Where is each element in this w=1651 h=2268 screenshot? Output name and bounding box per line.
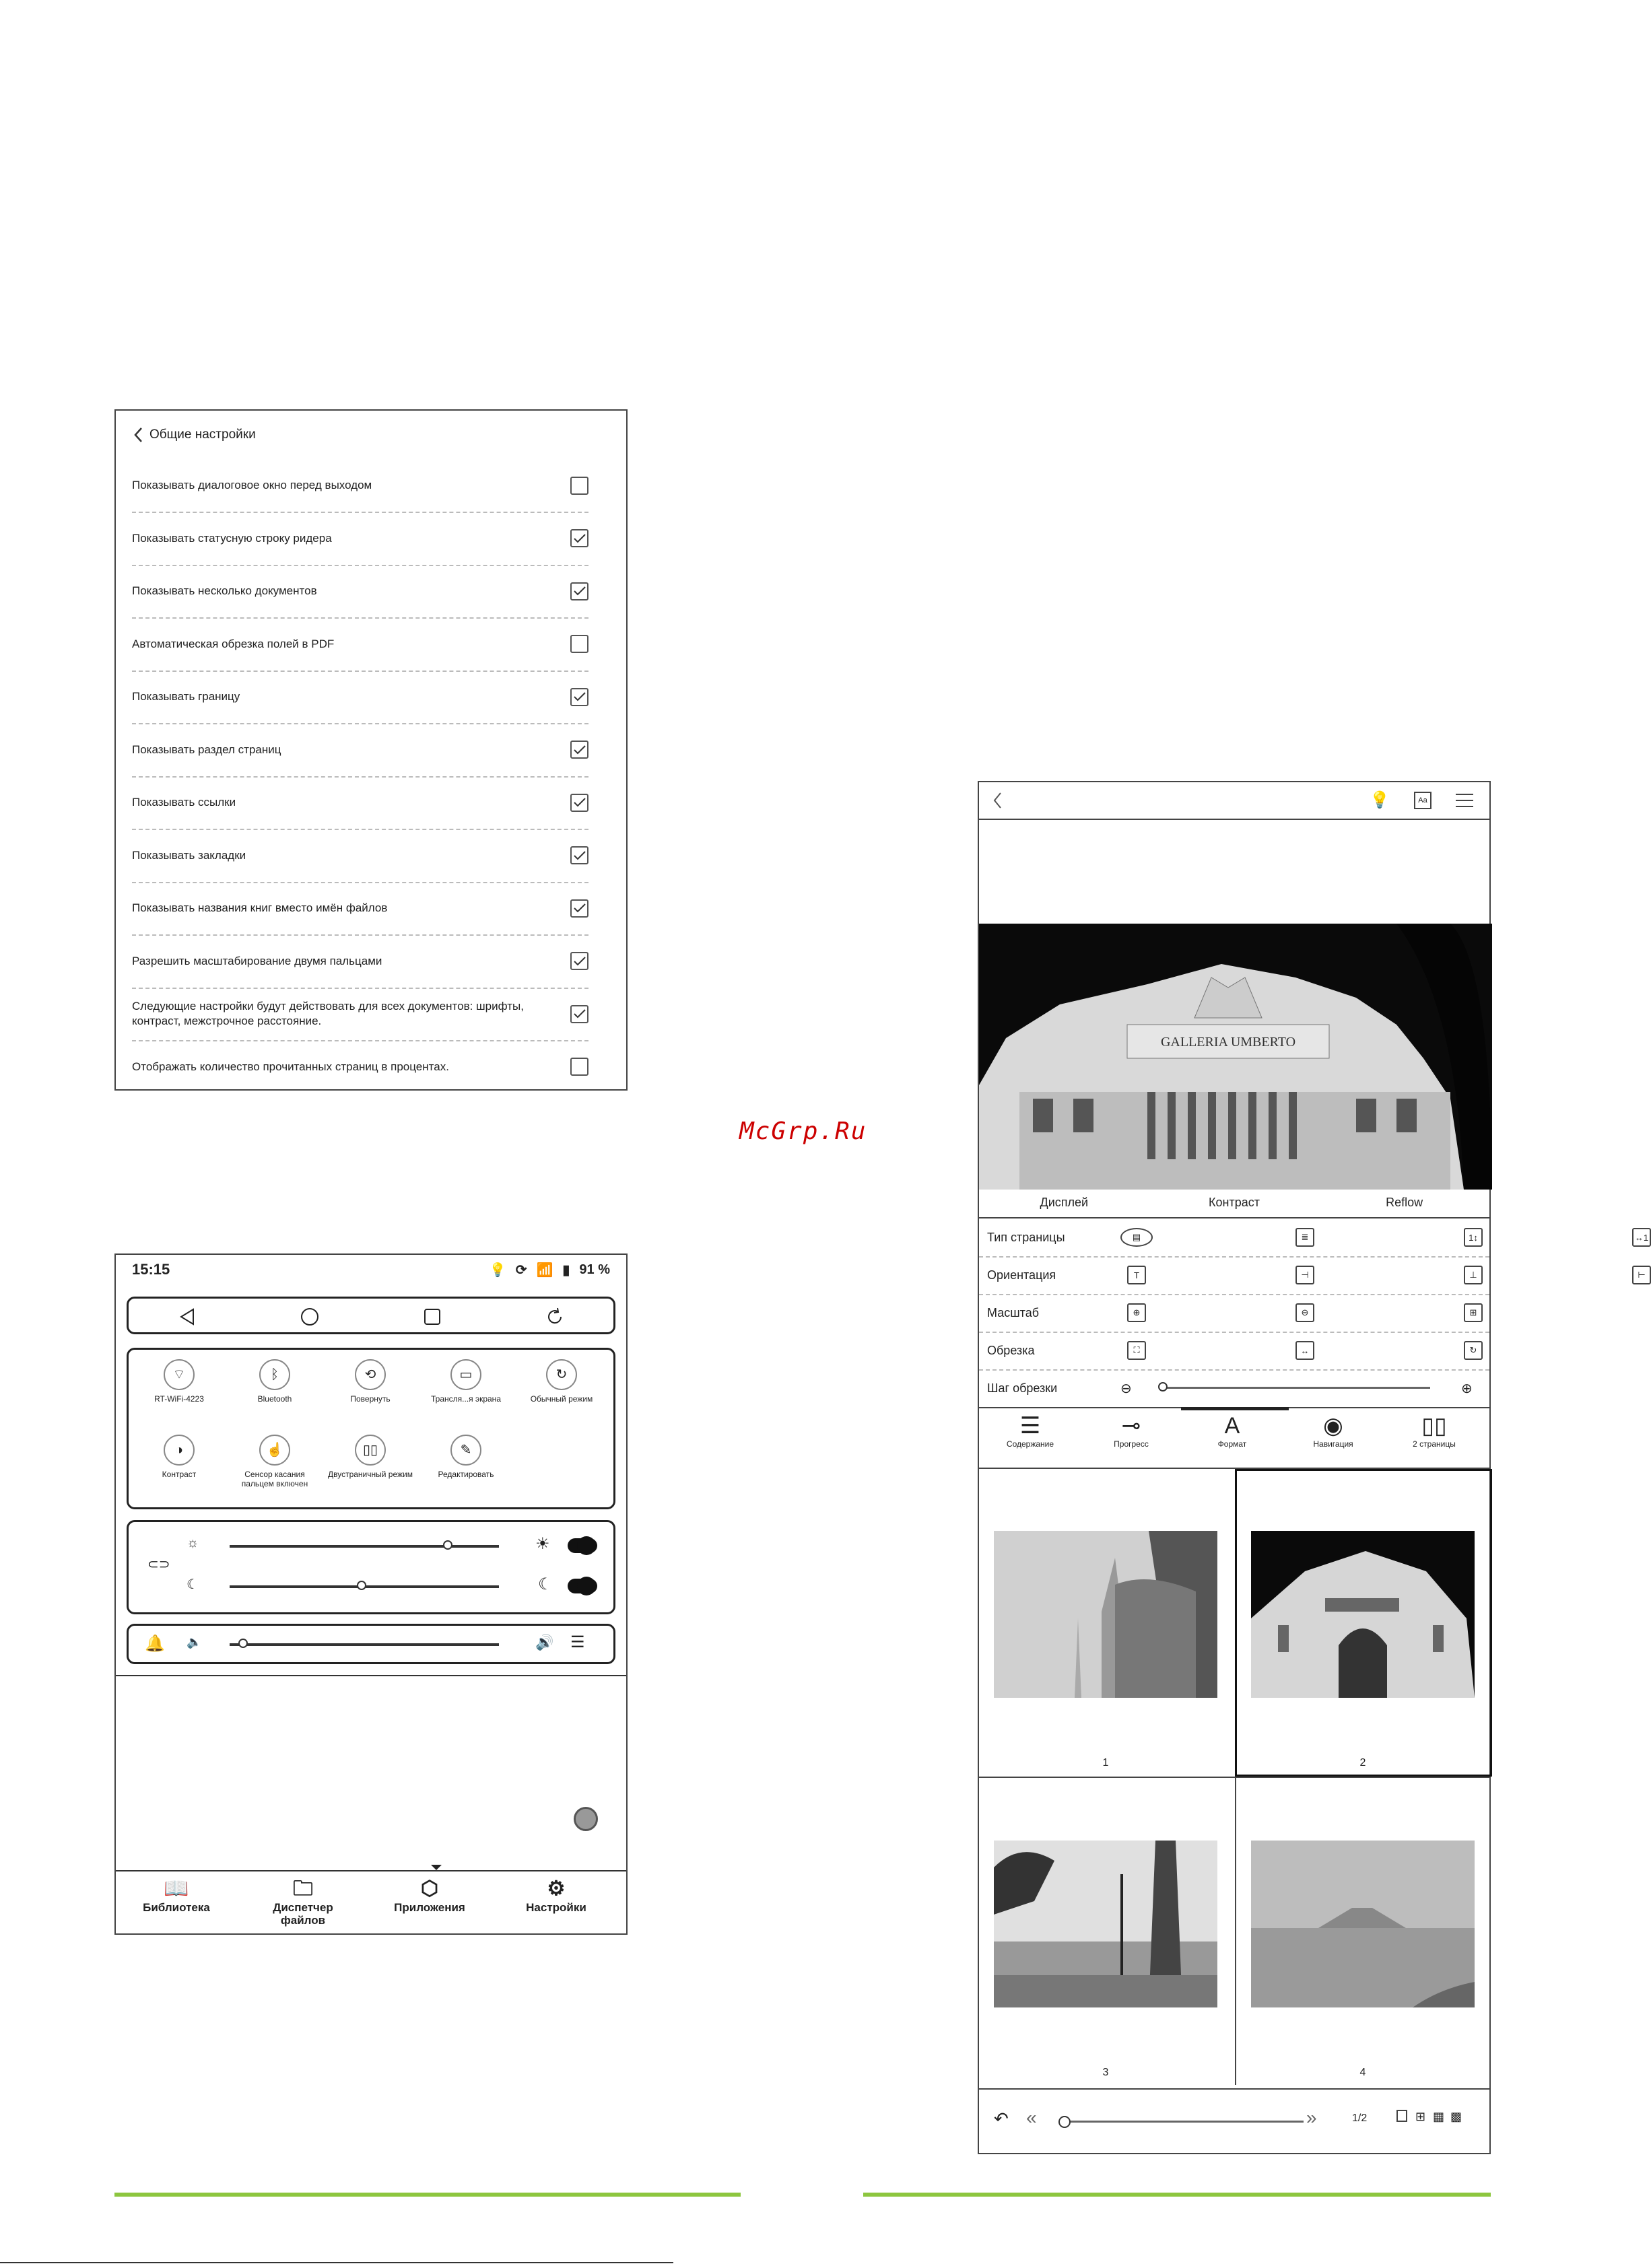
two-pages-icon: ▯▯ bbox=[1421, 1413, 1447, 1439]
reader-option-label: Ориентация bbox=[987, 1268, 1056, 1282]
edit-icon: ✎ bbox=[450, 1435, 481, 1466]
checkbox[interactable] bbox=[570, 899, 588, 918]
home-circle-icon[interactable] bbox=[300, 1307, 320, 1327]
checkbox[interactable] bbox=[570, 741, 588, 759]
battery-icon: ▮ bbox=[562, 1262, 570, 1278]
quick-tile[interactable] bbox=[422, 1359, 510, 1404]
battery-level: 91 % bbox=[579, 1262, 610, 1277]
thumb-page-1[interactable] bbox=[994, 1531, 1217, 1698]
check-icon bbox=[574, 586, 586, 596]
cold-light-knob[interactable] bbox=[357, 1581, 366, 1590]
reader-option-label: Обрезка bbox=[987, 1343, 1035, 1357]
bottom-nav-label: Настройки bbox=[526, 1901, 586, 1914]
reader-tab[interactable]: Дисплей bbox=[1040, 1196, 1089, 1209]
wifi-status-icon: 📶 bbox=[536, 1262, 553, 1278]
check-icon bbox=[574, 692, 586, 701]
reader-bottom-tab-label: 2 страницы bbox=[1413, 1439, 1456, 1449]
thumb-page-3[interactable] bbox=[994, 1841, 1217, 2007]
bottom-nav-label: Приложения bbox=[394, 1901, 465, 1914]
active-indicator bbox=[431, 1865, 442, 1870]
cold-light-toggle[interactable] bbox=[568, 1579, 597, 1593]
check-icon bbox=[574, 534, 586, 543]
settings-row-label: Показывать статусную строку ридера bbox=[132, 531, 332, 545]
recents-square-icon[interactable] bbox=[422, 1307, 442, 1327]
menu-icon[interactable] bbox=[1454, 792, 1475, 809]
two-page-icon: ▯▯ bbox=[355, 1435, 386, 1466]
equalizer-icon[interactable]: ☰ bbox=[570, 1633, 585, 1651]
sun-large-icon: ☀ bbox=[535, 1535, 550, 1553]
reader-option-row bbox=[979, 1294, 1489, 1332]
quick-tile[interactable] bbox=[327, 1359, 414, 1404]
bottom-nav-item[interactable] bbox=[129, 1877, 224, 1914]
reader-option-icon[interactable]: ⊣ bbox=[1295, 1266, 1314, 1284]
back-chevron-icon[interactable] bbox=[133, 427, 143, 443]
reader-toolbar bbox=[979, 782, 1489, 820]
reader-format-tabs bbox=[979, 1196, 1489, 1210]
settings-row[interactable] bbox=[132, 988, 588, 1040]
floating-ball-button[interactable] bbox=[574, 1807, 598, 1831]
lightbulb-icon[interactable]: 💡 bbox=[1370, 791, 1390, 809]
thumb-page-number: 2 bbox=[1359, 1757, 1366, 1768]
settings-row[interactable] bbox=[132, 459, 588, 512]
thumb-grid-hline bbox=[979, 1777, 1489, 1778]
reader-bottom-tab-label: Формат bbox=[1217, 1439, 1247, 1449]
reader-bottom-tab-label: Навигация bbox=[1313, 1439, 1353, 1449]
watermark: McGrp.Ru bbox=[739, 1118, 867, 1145]
rewind-icon[interactable]: « bbox=[1026, 2107, 1037, 2128]
check-icon bbox=[574, 745, 586, 755]
checkbox[interactable] bbox=[570, 952, 588, 970]
status-bar bbox=[116, 1255, 626, 1284]
settings-row[interactable] bbox=[132, 724, 588, 776]
bluetooth-icon: ᛒ bbox=[259, 1359, 290, 1390]
settings-title: Общие настройки bbox=[149, 427, 256, 442]
reader-option-row bbox=[979, 1256, 1646, 1294]
thumb-page-number: 3 bbox=[1102, 2067, 1109, 2078]
checkbox[interactable] bbox=[570, 1005, 588, 1023]
galleria-photo bbox=[979, 924, 1489, 1190]
crop-minus-icon[interactable]: ⊖ bbox=[1120, 1381, 1132, 1396]
settings-row-label: Показывать закладки bbox=[132, 848, 246, 862]
quick-tile[interactable] bbox=[231, 1359, 318, 1404]
checkbox[interactable] bbox=[570, 529, 588, 547]
rotate-icon: ⟲ bbox=[355, 1359, 386, 1390]
reader-option-icon[interactable]: ⊢ bbox=[1632, 1266, 1651, 1284]
reader-option-icon[interactable]: ≣ bbox=[1295, 1228, 1314, 1247]
quick-tile-label: Bluetooth bbox=[257, 1394, 292, 1404]
settings-row-label: Показывать раздел страниц bbox=[132, 743, 281, 756]
quick-tile[interactable] bbox=[135, 1359, 223, 1404]
sync-icon: ⟳ bbox=[515, 1262, 527, 1278]
checkbox[interactable] bbox=[570, 582, 588, 600]
thumb-page-number: 1 bbox=[1102, 1757, 1109, 1768]
quick-tile[interactable] bbox=[518, 1359, 605, 1404]
quick-tiles-panel bbox=[127, 1348, 615, 1509]
check-icon bbox=[574, 957, 586, 966]
quick-tile[interactable] bbox=[231, 1435, 318, 1488]
refresh-icon[interactable] bbox=[545, 1307, 565, 1327]
checkbox[interactable] bbox=[570, 477, 588, 495]
divider bbox=[116, 1675, 626, 1676]
quick-tile-label: Редактировать bbox=[438, 1470, 494, 1479]
layout-9-icon[interactable]: ▦ bbox=[1433, 2110, 1445, 2123]
thumb-page-number: 4 bbox=[1359, 2067, 1366, 2078]
settings-row-label: Следующие настройки будут действовать для всех документов: шрифты, контраст, межстрочное расстояние. bbox=[132, 1000, 524, 1027]
quick-tile[interactable] bbox=[422, 1435, 510, 1479]
reader-option-icon[interactable]: ⛶ bbox=[1127, 1341, 1146, 1360]
quick-tile-label: Двустраничный режим bbox=[327, 1470, 413, 1479]
reader-option-icon[interactable]: ⊥ bbox=[1464, 1266, 1483, 1284]
quick-tile[interactable] bbox=[327, 1435, 414, 1479]
crop-step-slider[interactable] bbox=[1161, 1387, 1430, 1389]
progress-icon: ⊸ bbox=[1121, 1413, 1141, 1439]
thumb-page-2[interactable] bbox=[1251, 1531, 1475, 1698]
forward-icon[interactable]: » bbox=[1306, 2107, 1317, 2128]
volume-knob[interactable] bbox=[238, 1639, 248, 1648]
active-tab-indicator bbox=[1181, 1407, 1289, 1410]
navigation-icon: ◉ bbox=[1323, 1413, 1343, 1439]
reader-bottom-tab[interactable] bbox=[1293, 1412, 1374, 1449]
quick-tile-label: RT-WiFi-4223 bbox=[154, 1394, 204, 1404]
check-icon bbox=[574, 851, 586, 860]
settings-row[interactable] bbox=[132, 882, 588, 934]
layout-1-icon[interactable] bbox=[1396, 2110, 1407, 2122]
settings-row[interactable] bbox=[132, 1041, 588, 1093]
warm-light-toggle[interactable] bbox=[568, 1538, 597, 1553]
wifi-icon: ⌔ bbox=[164, 1359, 195, 1390]
footer-rule-left bbox=[114, 2193, 741, 2197]
thumbnail-view bbox=[978, 1468, 1491, 2154]
crop-step-knob[interactable] bbox=[1158, 1382, 1168, 1391]
quick-tile-label: Контраст bbox=[162, 1470, 197, 1479]
clock: 15:15 bbox=[132, 1261, 170, 1278]
check-icon bbox=[574, 903, 586, 913]
reader-menu-screen bbox=[978, 781, 1649, 1481]
reader-option-icon[interactable]: ↔ bbox=[1295, 1341, 1314, 1360]
bottom-nav-item[interactable] bbox=[256, 1877, 350, 1927]
refresh-mode-icon: ↻ bbox=[546, 1359, 577, 1390]
system-nav-bar bbox=[127, 1297, 615, 1334]
thumb-page-4[interactable] bbox=[1251, 1841, 1475, 2007]
reader-option-label: Тип страницы bbox=[987, 1230, 1065, 1244]
bell-icon[interactable]: 🔔 bbox=[145, 1635, 165, 1653]
reader-bottom-tab[interactable] bbox=[1091, 1412, 1172, 1449]
bottom-nav-label: Диспетчер файлов bbox=[273, 1901, 333, 1927]
warm-light-knob[interactable] bbox=[443, 1540, 452, 1550]
settings-row[interactable] bbox=[132, 776, 588, 829]
toc-icon: ☰ bbox=[1019, 1413, 1041, 1439]
settings-row[interactable] bbox=[132, 512, 588, 565]
reader-option-icon[interactable]: ↻ bbox=[1464, 1341, 1483, 1360]
reader-bottom-tab[interactable] bbox=[990, 1412, 1071, 1449]
brightness-panel bbox=[127, 1520, 615, 1614]
general-settings-panel bbox=[114, 409, 628, 1091]
quick-tile-label: Обычный режим bbox=[530, 1394, 593, 1404]
back-triangle-icon[interactable] bbox=[177, 1307, 197, 1327]
layout-16-icon[interactable]: ▩ bbox=[1450, 2110, 1462, 2123]
warm-light-slider[interactable] bbox=[230, 1545, 499, 1548]
frontlight-icon: 💡 bbox=[489, 1262, 506, 1278]
reader-option-icon[interactable]: ⊖ bbox=[1295, 1303, 1314, 1322]
gear-icon: ⚙ bbox=[547, 1878, 566, 1900]
settings-row[interactable] bbox=[132, 618, 588, 671]
settings-row-label: Разрешить масштабирование двумя пальцами bbox=[132, 954, 382, 967]
settings-row-label: Показывать несколько документов bbox=[132, 584, 317, 597]
reader-option-icon[interactable]: ⊕ bbox=[1127, 1303, 1146, 1322]
reader-option-row bbox=[979, 1332, 1489, 1369]
touch-icon: ☝ bbox=[259, 1435, 290, 1466]
reader-option-label: Масштаб bbox=[987, 1305, 1040, 1319]
quick-tile-label: Трансля...я экрана bbox=[431, 1394, 501, 1404]
quick-tile-label: Сенсор касания пальцем включен bbox=[241, 1470, 308, 1488]
page-indicator: 1/2 bbox=[1352, 2112, 1368, 2124]
reader-bottom-tab[interactable] bbox=[1394, 1412, 1475, 1449]
contrast-icon: ◑ bbox=[164, 1435, 195, 1466]
check-icon bbox=[574, 1009, 586, 1019]
moon-small-icon: ☾ bbox=[187, 1577, 199, 1592]
sun-small-icon: ☼ bbox=[187, 1536, 199, 1550]
reader-option-label: Шаг обрезки bbox=[987, 1381, 1058, 1395]
reader-tab[interactable]: Reflow bbox=[1386, 1196, 1423, 1209]
speaker-small-icon: 🔈 bbox=[187, 1635, 202, 1649]
reader-option-icon[interactable]: ▤ bbox=[1120, 1228, 1153, 1247]
page-progress-knob[interactable] bbox=[1058, 2116, 1071, 2128]
bottom-nav-item[interactable] bbox=[382, 1877, 477, 1914]
undo-icon[interactable]: ↶ bbox=[994, 2108, 1009, 2129]
settings-row[interactable] bbox=[132, 565, 588, 617]
reader-option-row bbox=[979, 1218, 1649, 1256]
bottom-nav-divider bbox=[116, 1870, 626, 1871]
checkbox[interactable] bbox=[570, 1058, 588, 1076]
bottom-nav-item[interactable] bbox=[509, 1877, 603, 1914]
settings-row-label: Автоматическая обрезка полей в PDF bbox=[132, 637, 335, 650]
settings-row[interactable] bbox=[132, 829, 588, 882]
volume-slider[interactable] bbox=[230, 1643, 499, 1646]
settings-row[interactable] bbox=[132, 935, 588, 988]
bottom-nav-label: Библиотека bbox=[143, 1901, 210, 1914]
apps-icon: ⬡ bbox=[420, 1878, 439, 1900]
footer-rule-right bbox=[863, 2193, 1491, 2197]
checkbox[interactable] bbox=[570, 635, 588, 653]
settings-row-label: Показывать ссылки bbox=[132, 796, 236, 809]
reader-bottom-tab-label: Прогресс bbox=[1114, 1439, 1149, 1449]
back-chevron-icon[interactable] bbox=[992, 792, 1002, 809]
reader-bottom-tab-label: Содержание bbox=[1006, 1439, 1054, 1449]
moon-large-icon: ☾ bbox=[538, 1575, 553, 1593]
settings-header[interactable] bbox=[133, 420, 256, 450]
settings-row-label: Показывать диалоговое окно перед выходом bbox=[132, 479, 372, 491]
link-icon[interactable]: ⊂⊃ bbox=[147, 1557, 170, 1572]
reader-option-icon[interactable]: T bbox=[1127, 1266, 1146, 1284]
reader-tab[interactable]: Контраст bbox=[1209, 1196, 1260, 1209]
font-size-icon[interactable]: Aa bbox=[1414, 792, 1431, 809]
folder-icon: 🗀 bbox=[293, 1878, 313, 1900]
reader-option-icon[interactable]: ↔1 bbox=[1632, 1228, 1651, 1247]
library-icon: 📖 bbox=[164, 1878, 189, 1900]
reader-option-icon[interactable]: 1↕ bbox=[1464, 1228, 1483, 1247]
reader-option-row bbox=[979, 1369, 1489, 1407]
settings-row-label: Показывать названия книг вместо имён файлов bbox=[132, 901, 388, 914]
settings-row-label: Показывать границу bbox=[132, 690, 240, 703]
crop-plus-icon[interactable]: ⊕ bbox=[1461, 1381, 1473, 1396]
reader-option-icon[interactable]: ⊞ bbox=[1464, 1303, 1483, 1322]
layout-4-icon[interactable]: ⊞ bbox=[1415, 2110, 1426, 2123]
check-icon bbox=[574, 798, 586, 807]
format-icon: A bbox=[1224, 1413, 1240, 1439]
quick-tile-label: Повернуть bbox=[350, 1394, 391, 1404]
checkbox[interactable] bbox=[570, 688, 588, 706]
settings-row[interactable] bbox=[132, 671, 588, 723]
page-bottom-rule bbox=[0, 2262, 673, 2263]
checkbox[interactable] bbox=[570, 846, 588, 864]
speaker-large-icon: 🔊 bbox=[535, 1634, 554, 1651]
volume-panel bbox=[127, 1624, 615, 1664]
thumbs-bottom-divider bbox=[979, 2088, 1489, 2090]
settings-row-label: Отображать количество прочитанных страниц в процентах. bbox=[132, 1060, 449, 1073]
page-progress-slider[interactable] bbox=[1061, 2121, 1304, 2123]
photo-inscription: GALLERIA UMBERTO bbox=[1160, 1035, 1296, 1050]
reader-bottom-tab[interactable] bbox=[1192, 1412, 1273, 1449]
quick-tile[interactable] bbox=[135, 1435, 223, 1479]
cast-icon: ▭ bbox=[450, 1359, 481, 1390]
checkbox[interactable] bbox=[570, 794, 588, 812]
quick-settings-screen bbox=[114, 1253, 628, 1935]
